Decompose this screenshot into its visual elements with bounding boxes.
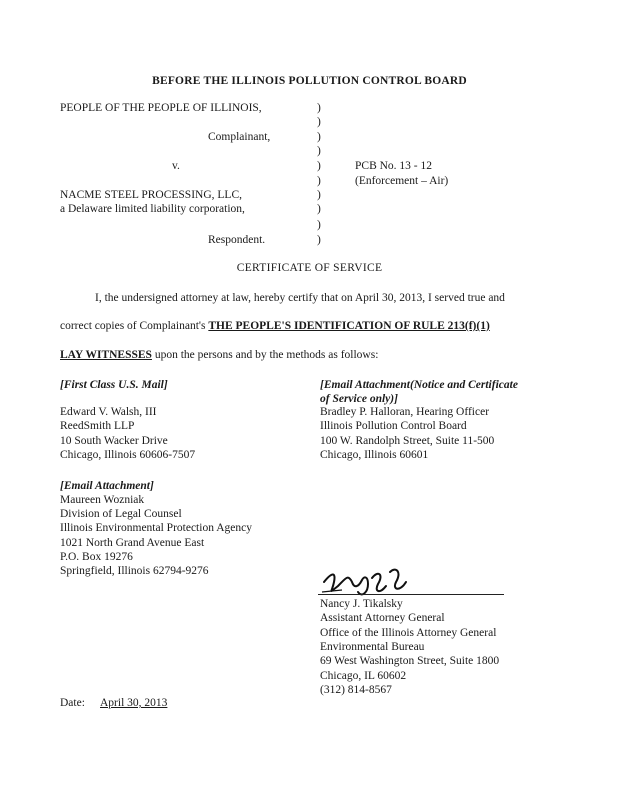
document-title-part-1: THE PEOPLE'S IDENTIFICATION OF RULE 213(f)(1) xyxy=(208,320,490,332)
certify-line-3-suffix: upon the persons and by the methods as follows: xyxy=(154,349,379,361)
caption-paren: ) xyxy=(317,234,321,246)
caption-paren: ) xyxy=(317,145,321,157)
email-recipient-line: Illinois Environmental Protection Agency xyxy=(60,522,252,534)
right-recipient-line: Illinois Pollution Control Board xyxy=(320,420,467,432)
signer-line: 69 West Washington Street, Suite 1800 xyxy=(320,655,500,667)
email-recipient-line: 1021 North Grand Avenue East xyxy=(60,537,205,549)
case-type: (Enforcement – Air) xyxy=(355,175,449,187)
email-method-right-line-2: of Service only)] xyxy=(320,393,398,405)
caption-paren: ) xyxy=(317,189,321,201)
versus-label: v. xyxy=(172,160,180,172)
email-recipient-line: Maureen Wozniak xyxy=(60,494,145,506)
caption-paren: ) xyxy=(317,175,321,187)
page-heading: BEFORE THE ILLINOIS POLLUTION CONTROL BOARD xyxy=(152,75,467,87)
caption-paren: ) xyxy=(317,131,321,143)
certificate-title: CERTIFICATE OF SERVICE xyxy=(236,262,383,274)
caption-paren: ) xyxy=(317,160,321,172)
signer-line: Chicago, IL 60602 xyxy=(320,670,407,682)
certify-line-1: I, the undersigned attorney at law, hereby certify that on April 30, 2013, I served true and xyxy=(95,292,505,304)
certify-line-2 xyxy=(60,320,490,333)
case-number: PCB No. 13 - 12 xyxy=(355,160,432,172)
certify-line-2-prefix: correct copies of Complainant's xyxy=(60,320,206,332)
date-label: Date: xyxy=(60,697,85,709)
mail-method: [First Class U.S. Mail] xyxy=(60,379,168,391)
defendant-description: a Delaware limited liability corporation, xyxy=(60,203,245,215)
email-recipient-line: P.O. Box 19276 xyxy=(60,551,133,563)
respondent-label: Respondent. xyxy=(208,234,266,246)
signer-line: Office of the Illinois Attorney General xyxy=(320,627,497,639)
caption-paren: ) xyxy=(317,203,321,215)
certify-line-3 xyxy=(60,349,378,362)
mail-recipient-line: Chicago, Illinois 60606-7507 xyxy=(60,449,196,461)
email-recipient-line: Division of Legal Counsel xyxy=(60,508,182,520)
document-title-part-2: LAY WITNESSES xyxy=(60,349,152,361)
complainant-label: Complainant, xyxy=(208,131,271,143)
plaintiff-name: PEOPLE OF THE PEOPLE OF ILLINOIS, xyxy=(60,102,262,114)
defendant-name: NACME STEEL PROCESSING, LLC, xyxy=(60,189,242,201)
right-recipient-line: 100 W. Randolph Street, Suite 11-500 xyxy=(320,435,495,447)
email-recipient-line: Springfield, Illinois 62794-9276 xyxy=(60,565,209,577)
date-value: April 30, 2013 xyxy=(100,697,168,709)
caption-paren: ) xyxy=(317,116,321,128)
signer-line: (312) 814-8567 xyxy=(320,684,392,696)
caption-paren: ) xyxy=(317,102,321,114)
signer-line: Environmental Bureau xyxy=(320,641,425,653)
right-recipient-line: Chicago, Illinois 60601 xyxy=(320,449,429,461)
signer-line: Nancy J. Tikalsky xyxy=(320,598,403,610)
mail-recipient-line: 10 South Wacker Drive xyxy=(60,435,168,447)
caption-paren: ) xyxy=(317,219,321,231)
email-method-left: [Email Attachment] xyxy=(60,480,154,492)
right-recipient-line: Bradley P. Halloran, Hearing Officer xyxy=(320,406,490,418)
mail-recipient-line: ReedSmith LLP xyxy=(60,420,135,432)
mail-recipient-line: Edward V. Walsh, III xyxy=(60,406,157,418)
email-method-right-line-1: [Email Attachment(Notice and Certificate xyxy=(320,379,518,391)
signature-line xyxy=(318,594,504,595)
signer-line: Assistant Attorney General xyxy=(320,612,445,624)
